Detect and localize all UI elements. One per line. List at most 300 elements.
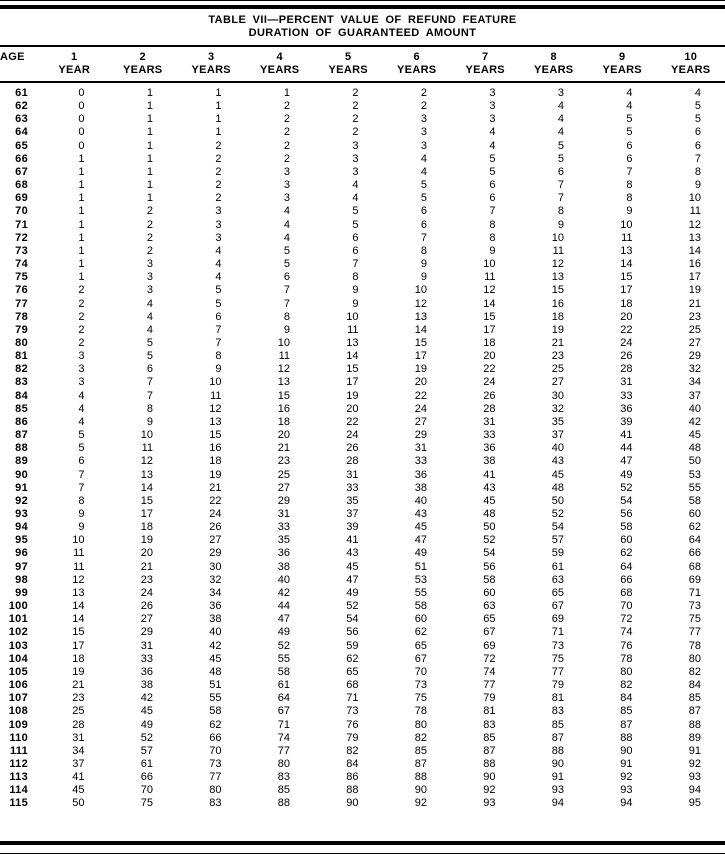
- value-cell: 33: [140, 652, 153, 665]
- value-cell: 1: [78, 258, 85, 271]
- year-number: 3: [208, 51, 215, 63]
- table-row: [0, 442, 725, 455]
- value-cell: 8: [626, 192, 633, 205]
- value-cell: 10: [72, 534, 85, 547]
- table-row: [0, 482, 725, 495]
- value-cell: 15: [209, 429, 222, 442]
- value-cell: 9: [694, 179, 701, 192]
- value-cell: 85: [620, 705, 633, 718]
- value-cell: 4: [283, 218, 290, 231]
- value-cell: 8: [146, 402, 153, 415]
- value-cell: 87: [483, 744, 496, 757]
- value-cell: 52: [140, 731, 153, 744]
- value-cell: 4: [420, 165, 427, 178]
- value-cell: 76: [620, 639, 633, 652]
- age-cell: 85: [15, 402, 28, 415]
- value-cell: 77: [688, 626, 701, 639]
- table-row: [0, 245, 725, 258]
- value-cell: 7: [146, 376, 153, 389]
- table-row: [0, 166, 725, 179]
- value-cell: 78: [688, 639, 701, 652]
- value-cell: 58: [688, 494, 701, 507]
- value-cell: 2: [215, 152, 222, 165]
- age-cell: 87: [15, 429, 28, 442]
- table-row: [0, 271, 725, 284]
- value-cell: 36: [140, 665, 153, 678]
- value-cell: 10: [688, 192, 701, 205]
- value-cell: 36: [209, 600, 222, 613]
- value-cell: 47: [414, 534, 427, 547]
- value-cell: 88: [620, 731, 633, 744]
- table-row: [0, 508, 725, 521]
- age-cell: 68: [15, 179, 28, 192]
- value-cell: 13: [72, 586, 85, 599]
- value-cell: 66: [209, 731, 222, 744]
- value-cell: 1: [146, 126, 153, 139]
- value-cell: 39: [620, 415, 633, 428]
- value-cell: 0: [78, 87, 85, 99]
- year-unit: YEARS: [602, 64, 642, 76]
- value-cell: 11: [484, 271, 496, 284]
- value-cell: 75: [551, 652, 564, 665]
- value-cell: 55: [209, 692, 222, 705]
- year-number: 6: [413, 51, 420, 63]
- year-unit: YEARS: [397, 64, 437, 76]
- age-cell: 90: [15, 468, 28, 481]
- value-cell: 58: [414, 600, 427, 613]
- value-cell: 26: [140, 600, 153, 613]
- value-cell: 5: [78, 429, 85, 442]
- table-row: [0, 324, 725, 337]
- value-cell: 24: [414, 402, 427, 415]
- value-cell: 19: [209, 468, 222, 481]
- value-cell: 55: [277, 652, 290, 665]
- age-cell: 69: [15, 192, 28, 205]
- value-cell: 92: [414, 797, 427, 810]
- age-cell: 106: [8, 679, 28, 692]
- value-cell: 8: [557, 205, 564, 218]
- age-cell: 78: [15, 310, 28, 323]
- column-header-year: [520, 47, 589, 82]
- value-cell: 2: [146, 218, 153, 231]
- value-cell: 4: [557, 113, 564, 126]
- value-cell: 37: [551, 429, 564, 442]
- value-cell: 12: [72, 573, 85, 586]
- table-row: [0, 140, 725, 153]
- value-cell: 77: [277, 744, 290, 757]
- value-cell: 1: [215, 100, 222, 113]
- value-cell: 7: [78, 468, 85, 481]
- value-cell: 9: [146, 415, 153, 428]
- value-cell: 31: [483, 415, 496, 428]
- value-cell: 88: [346, 784, 359, 797]
- value-cell: 7: [557, 192, 564, 205]
- value-cell: 37: [688, 389, 701, 402]
- table-title: TABLE VII—PERCENT VALUE OF REFUND FEATURE: [208, 14, 517, 26]
- value-cell: 5: [78, 442, 85, 455]
- value-cell: 6: [489, 192, 496, 205]
- value-cell: 2: [352, 87, 359, 99]
- value-cell: 20: [414, 376, 427, 389]
- value-cell: 42: [688, 415, 701, 428]
- value-cell: 4: [146, 310, 153, 323]
- age-cell: 102: [8, 626, 28, 639]
- value-cell: 60: [620, 534, 633, 547]
- value-cell: 11: [141, 442, 153, 455]
- value-cell: 22: [414, 389, 427, 402]
- table-row: [0, 784, 725, 797]
- table-row: [0, 219, 725, 232]
- value-cell: 4: [694, 87, 701, 99]
- value-cell: 90: [346, 797, 359, 810]
- age-cell: 81: [15, 350, 28, 363]
- value-cell: 6: [146, 363, 153, 376]
- value-cell: 40: [277, 573, 290, 586]
- value-cell: 83: [277, 771, 290, 784]
- value-cell: 33: [277, 521, 290, 534]
- value-cell: 15: [72, 626, 85, 639]
- value-cell: 14: [483, 297, 496, 310]
- value-cell: 3: [215, 205, 222, 218]
- value-cell: 8: [283, 310, 290, 323]
- value-cell: 57: [140, 744, 153, 757]
- value-cell: 13: [209, 415, 222, 428]
- value-cell: 60: [414, 613, 427, 626]
- value-cell: 15: [620, 271, 633, 284]
- age-cell: 112: [9, 757, 28, 770]
- table-row: [0, 653, 725, 666]
- value-cell: 31: [346, 468, 359, 481]
- value-cell: 2: [78, 284, 85, 297]
- value-cell: 27: [277, 481, 290, 494]
- value-cell: 6: [626, 139, 633, 152]
- value-cell: 75: [140, 797, 153, 810]
- value-cell: 43: [483, 481, 496, 494]
- value-cell: 10: [277, 336, 290, 349]
- value-cell: 2: [215, 179, 222, 192]
- value-cell: 38: [209, 613, 222, 626]
- value-cell: 1: [78, 152, 85, 165]
- value-cell: 7: [489, 205, 496, 218]
- value-cell: 6: [420, 205, 427, 218]
- age-cell: 103: [8, 639, 28, 652]
- value-cell: 1: [78, 244, 85, 257]
- table-row: [0, 205, 725, 218]
- value-cell: 14: [346, 350, 359, 363]
- value-cell: 0: [78, 113, 85, 126]
- value-cell: 42: [277, 586, 290, 599]
- table-row: [0, 705, 725, 718]
- value-cell: 44: [277, 600, 290, 613]
- value-cell: 10: [620, 218, 633, 231]
- value-cell: 1: [146, 152, 153, 165]
- age-cell: 72: [15, 231, 28, 244]
- value-cell: 85: [483, 731, 496, 744]
- value-cell: 4: [146, 323, 153, 336]
- value-cell: 5: [352, 205, 359, 218]
- value-cell: 27: [551, 376, 564, 389]
- year-number: 4: [276, 51, 283, 63]
- value-cell: 65: [483, 613, 496, 626]
- value-cell: 14: [72, 613, 85, 626]
- value-cell: 5: [283, 258, 290, 271]
- value-cell: 19: [346, 389, 359, 402]
- value-cell: 26: [620, 350, 633, 363]
- value-cell: 74: [483, 665, 496, 678]
- value-cell: 6: [352, 244, 359, 257]
- value-cell: 17: [620, 284, 633, 297]
- value-cell: 4: [626, 100, 633, 113]
- value-cell: 40: [551, 442, 564, 455]
- value-cell: 2: [352, 126, 359, 139]
- value-cell: 7: [215, 336, 222, 349]
- value-cell: 2: [215, 192, 222, 205]
- value-cell: 3: [78, 363, 85, 376]
- value-cell: 3: [283, 192, 290, 205]
- value-cell: 12: [483, 284, 496, 297]
- value-cell: 18: [209, 455, 222, 468]
- value-cell: 1: [78, 192, 85, 205]
- value-cell: 9: [78, 521, 85, 534]
- column-header-year: [177, 47, 246, 82]
- age-cell: 73: [15, 244, 28, 257]
- value-cell: 45: [209, 652, 222, 665]
- value-cell: 16: [551, 297, 564, 310]
- column-header-year: [657, 47, 725, 82]
- value-cell: 4: [352, 179, 359, 192]
- year-unit: YEARS: [123, 64, 163, 76]
- value-cell: 94: [688, 784, 701, 797]
- value-cell: 0: [78, 100, 85, 113]
- value-cell: 58: [277, 665, 290, 678]
- value-cell: 84: [620, 692, 633, 705]
- table-row: [0, 469, 725, 482]
- value-cell: 81: [483, 705, 496, 718]
- value-cell: 61: [277, 679, 290, 692]
- value-cell: 27: [688, 336, 701, 349]
- value-cell: 2: [352, 100, 359, 113]
- value-cell: 9: [352, 297, 359, 310]
- value-cell: 84: [688, 679, 701, 692]
- table-row: [0, 547, 725, 560]
- value-cell: 5: [352, 218, 359, 231]
- value-cell: 12: [209, 402, 222, 415]
- value-cell: 12: [277, 363, 290, 376]
- value-cell: 85: [277, 784, 290, 797]
- table-row: [0, 797, 725, 810]
- value-cell: 88: [551, 744, 564, 757]
- value-cell: 5: [626, 113, 633, 126]
- value-cell: 67: [414, 652, 427, 665]
- table-row: [0, 232, 725, 245]
- value-cell: 64: [688, 534, 701, 547]
- value-cell: 29: [688, 350, 701, 363]
- value-cell: 7: [694, 152, 701, 165]
- value-cell: 41: [483, 468, 496, 481]
- age-cell: 76: [15, 284, 28, 297]
- value-cell: 91: [688, 744, 701, 757]
- value-cell: 5: [215, 297, 222, 310]
- value-cell: 80: [688, 652, 701, 665]
- age-cell: 75: [15, 271, 28, 284]
- value-cell: 1: [78, 179, 85, 192]
- value-cell: 38: [140, 679, 153, 692]
- value-cell: 4: [283, 205, 290, 218]
- year-unit: YEARS: [671, 64, 711, 76]
- age-cell: 83: [15, 376, 28, 389]
- age-cell: 96: [15, 547, 28, 560]
- value-cell: 3: [215, 218, 222, 231]
- value-cell: 85: [688, 692, 701, 705]
- table-row: [0, 350, 725, 363]
- value-cell: 83: [551, 705, 564, 718]
- value-cell: 65: [551, 586, 564, 599]
- value-cell: 19: [688, 284, 701, 297]
- value-cell: 45: [140, 705, 153, 718]
- age-cell: 71: [15, 218, 28, 231]
- age-cell: 107: [8, 692, 28, 705]
- value-cell: 16: [688, 258, 701, 271]
- age-cell: 65: [15, 139, 28, 152]
- year-unit: YEAR: [58, 64, 91, 76]
- age-cell: 114: [9, 784, 28, 797]
- value-cell: 87: [620, 718, 633, 731]
- value-cell: 12: [414, 297, 427, 310]
- column-header-year: [40, 47, 109, 82]
- value-cell: 27: [140, 613, 153, 626]
- table-row: [0, 258, 725, 271]
- value-cell: 73: [209, 757, 222, 770]
- value-cell: 20: [140, 547, 153, 560]
- value-cell: 20: [483, 350, 496, 363]
- value-cell: 41: [346, 534, 359, 547]
- value-cell: 5: [557, 139, 564, 152]
- value-cell: 79: [346, 731, 359, 744]
- value-cell: 5: [215, 284, 222, 297]
- value-cell: 68: [688, 560, 701, 573]
- age-cell: 95: [15, 534, 28, 547]
- value-cell: 87: [414, 757, 427, 770]
- value-cell: 2: [78, 310, 85, 323]
- value-cell: 5: [694, 113, 701, 126]
- value-cell: 31: [72, 731, 85, 744]
- table-row: [0, 416, 725, 429]
- value-cell: 2: [78, 336, 85, 349]
- value-cell: 84: [346, 757, 359, 770]
- table-row: [0, 745, 725, 758]
- value-cell: 17: [140, 508, 153, 520]
- value-cell: 7: [215, 323, 222, 336]
- value-cell: 47: [620, 455, 633, 468]
- value-cell: 3: [489, 100, 496, 113]
- value-cell: 48: [688, 442, 701, 455]
- age-cell: 82: [15, 363, 28, 376]
- value-cell: 35: [346, 494, 359, 507]
- value-cell: 24: [209, 508, 222, 520]
- age-cell: 115: [9, 797, 28, 810]
- value-cell: 32: [551, 402, 564, 415]
- value-cell: 32: [209, 573, 222, 586]
- value-cell: 3: [420, 126, 427, 139]
- value-cell: 88: [414, 771, 427, 784]
- age-cell: 62: [15, 100, 28, 113]
- value-cell: 7: [78, 481, 85, 494]
- value-cell: 9: [420, 258, 427, 271]
- value-cell: 25: [72, 705, 85, 718]
- value-cell: 79: [551, 679, 564, 692]
- value-cell: 45: [414, 521, 427, 534]
- value-cell: 62: [414, 626, 427, 639]
- value-cell: 72: [620, 613, 633, 626]
- value-cell: 28: [483, 402, 496, 415]
- value-cell: 20: [620, 310, 633, 323]
- value-cell: 2: [283, 152, 290, 165]
- value-cell: 80: [209, 784, 222, 797]
- table-row: [0, 692, 725, 705]
- value-cell: 4: [215, 271, 222, 284]
- year-number: 5: [345, 51, 352, 63]
- age-cell: 66: [15, 152, 28, 165]
- value-cell: 91: [620, 757, 633, 770]
- value-cell: 13: [277, 376, 290, 389]
- value-cell: 80: [620, 665, 633, 678]
- value-cell: 8: [489, 231, 496, 244]
- value-cell: 57: [551, 534, 564, 547]
- value-cell: 70: [140, 784, 153, 797]
- value-cell: 75: [414, 692, 427, 705]
- value-cell: 5: [489, 165, 496, 178]
- value-cell: 1: [215, 113, 222, 126]
- value-cell: 1: [78, 165, 85, 178]
- value-cell: 2: [146, 244, 153, 257]
- table-row: [0, 113, 725, 126]
- table-row: [0, 429, 725, 442]
- value-cell: 17: [483, 323, 496, 336]
- value-cell: 49: [277, 626, 290, 639]
- age-cell: 97: [15, 560, 28, 573]
- value-cell: 69: [688, 573, 701, 586]
- value-cell: 14: [414, 323, 427, 336]
- value-cell: 66: [620, 573, 633, 586]
- value-cell: 52: [620, 481, 633, 494]
- value-cell: 92: [620, 771, 633, 784]
- value-cell: 55: [414, 586, 427, 599]
- value-cell: 53: [688, 468, 701, 481]
- value-cell: 9: [557, 218, 564, 231]
- table-row: [0, 376, 725, 389]
- value-cell: 33: [620, 389, 633, 402]
- value-cell: 68: [346, 679, 359, 692]
- value-cell: 6: [78, 455, 85, 468]
- value-cell: 14: [72, 600, 85, 613]
- value-cell: 7: [626, 165, 633, 178]
- table-row: [0, 455, 725, 468]
- value-cell: 20: [277, 429, 290, 442]
- value-cell: 1: [146, 113, 153, 126]
- value-cell: 63: [483, 600, 496, 613]
- value-cell: 2: [146, 205, 153, 218]
- value-cell: 36: [277, 547, 290, 560]
- value-cell: 65: [414, 639, 427, 652]
- value-cell: 49: [414, 547, 427, 560]
- value-cell: 9: [215, 363, 222, 376]
- value-cell: 42: [209, 639, 222, 652]
- table-row: [0, 719, 725, 732]
- value-cell: 48: [483, 508, 496, 520]
- value-cell: 50: [483, 521, 496, 534]
- value-cell: 26: [483, 389, 496, 402]
- value-cell: 54: [346, 613, 359, 626]
